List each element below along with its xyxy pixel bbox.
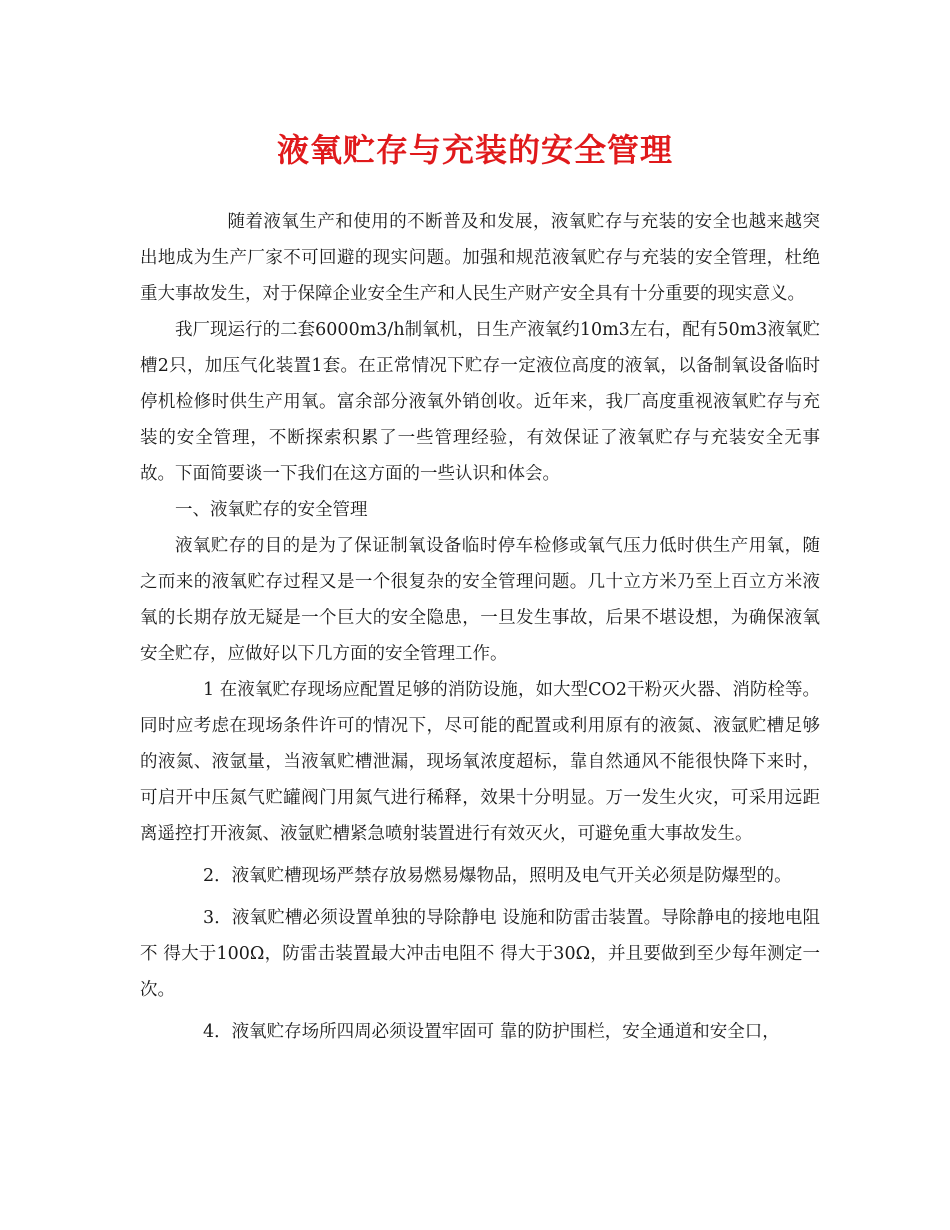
paragraph-storage-purpose: 液氧贮存的目的是为了保证制氧设备临时停车检修或氧气压力低时供生产用氧，随之而来的液氧贮存过程又是一个很复杂的安全管理问题。几十立方米乃至上百立方米液氧的长期存放无疑是一个巨大的安全隐患，一旦发生事故，后果不堪设想，为确保液氧安全贮存，应做好以下几方面的安全管理工作。 [140, 536, 820, 664]
paragraph-factory-overview: 我厂现运行的二套6000m3/h制氧机，日生产液氧约10m3左右，配有50m3液氧贮槽2只，加压气化装置1套。在正常情况下贮存一定液位高度的液氧，以备制氧设备临时停机检修时供生产用氧。富余部分液氧外销创收。近年来，我厂高度重视液氧贮存与充装的安全管理，不断探索积累了一些管理经验，有效保证了液氧贮存与充装安全无事故。下面简要谈一下我们在这方面的一些认识和体会。 [140, 320, 820, 484]
list-item-4: 4．液氧贮存场所四周必须设置牢固可 靠的防护围栏，安全通道和安全口， [203, 1022, 780, 1042]
section-heading: 一、液氧贮存的安全管理 [175, 500, 368, 520]
list-item-2: 2．液氧贮槽现场严禁存放易燃易爆物品，照明及电气开关必须是防爆型的。 [203, 866, 792, 886]
document-title: 液氧贮存与充装的安全管理 [276, 131, 673, 169]
document-body [140, 204, 820, 1050]
paragraph-intro: 随着液氧生产和使用的不断普及和发展，液氧贮存与充装的安全也越来越突出地成为生产厂家不可回避的现实问题。加强和规范液氧贮存与充装的安全管理，杜绝重大事故发生，对于保障企业安全生产和人民生产财产安全具有十分重要的现实意义。 [140, 212, 820, 304]
list-item-3: 3．液氧贮槽必须设置单独的导除静电 设施和防雷击装置。导除静电的接地电阻不 得大于100Ω，防雷击装置最大冲击电阻不 得大于30Ω，并且要做到至少每年测定一 次。 [140, 908, 820, 1000]
list-item-1: 1 在液氧贮存现场应配置足够的消防设施，如大型CO2干粉灭火器、消防栓等。同时应考虑在现场条件许可的情况下，尽可能的配置或利用原有的液氮、液氩贮槽足够的液氮、液氩量，当液氧贮槽泄漏，现场氧浓度超标，靠自然通风不能很快降下来时，可启开中压氮气贮罐阀门用氮气进行稀释，效果十分明显。万一发生火灾，可采用远距离遥控打开液氮、液氩贮槽紧急喷射装置进行有效灭火，可避免重大事故发生。 [140, 680, 820, 844]
